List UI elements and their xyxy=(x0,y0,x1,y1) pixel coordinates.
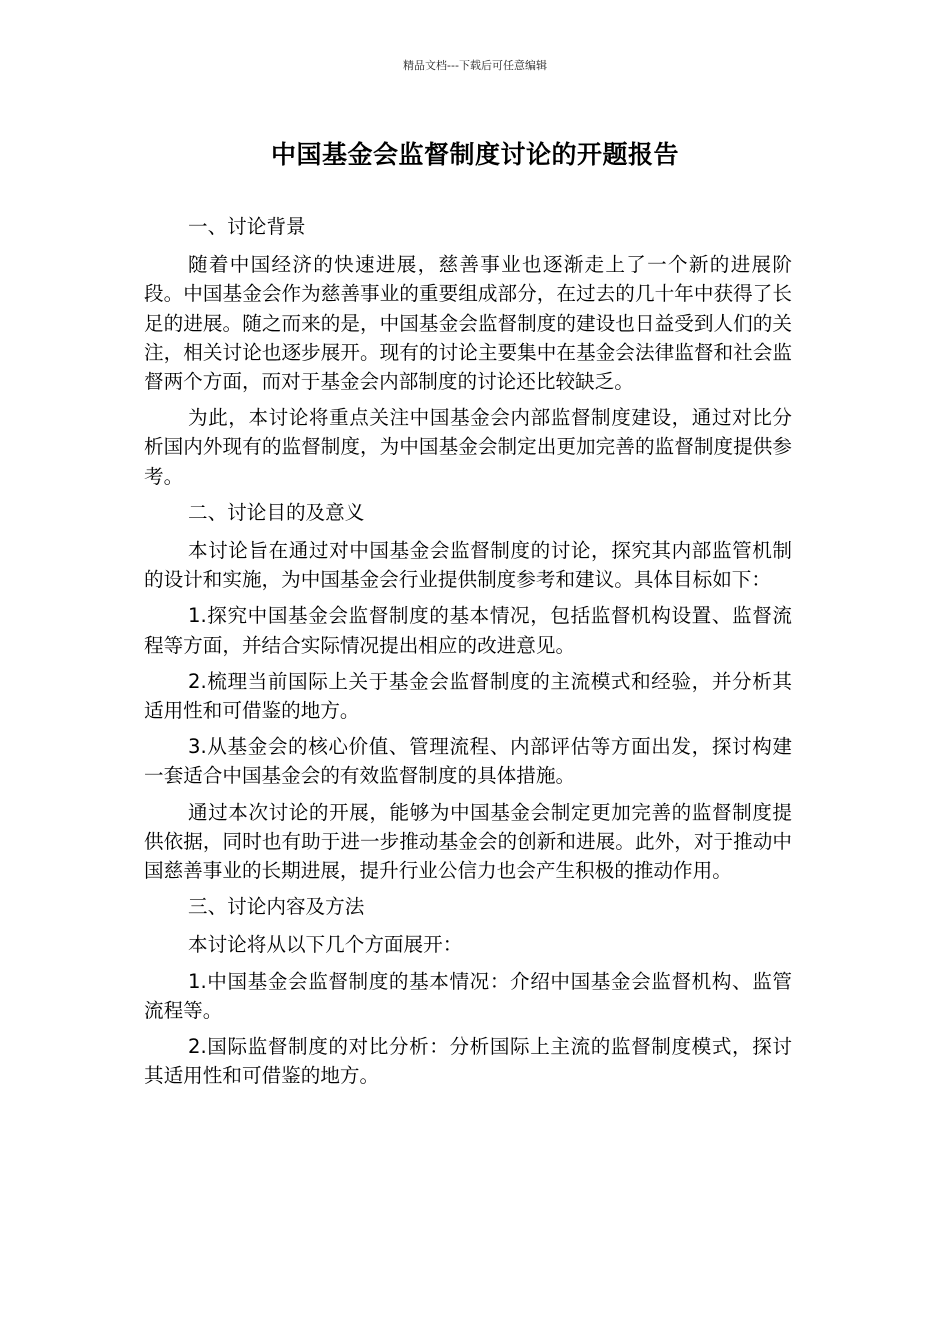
section-heading-content-methods: 三、讨论内容及方法 xyxy=(188,895,365,919)
paragraph-background-2: 为此，本讨论将重点关注中国基金会内部监督制度建设，通过对比分析国内外现有的监督制度，为中国基金会制定出更加完善的监督制度提供参考。 xyxy=(144,406,792,488)
list-item-purpose-3: 3.从基金会的核心价值、管理流程、内部评估等方面出发，探讨构建一套适合中国基金会的有效监督制度的具体措施。 xyxy=(144,735,792,788)
paragraph-purpose-intro: 本讨论旨在通过对中国基金会监督制度的讨论，探究其内部监管机制的设计和实施，为中国基金会行业提供制度参考和建议。具体目标如下： xyxy=(144,539,792,592)
paragraph-background-1: 随着中国经济的快速进展，慈善事业也逐渐走上了一个新的进展阶段。中国基金会作为慈善事业的重要组成部分，在过去的几十年中获得了长足的进展。随之而来的是，中国基金会监督制度的建设也日益受到人们的关注，相关讨论也逐步展开。现有的讨论主要集中在基金会法律监督和社会监督两个方面，而对于基金会内部制度的讨论还比较缺乏。 xyxy=(144,253,792,394)
section-heading-purpose: 二、讨论目的及意义 xyxy=(188,500,365,524)
paragraph-content-intro: 本讨论将从以下几个方面展开： xyxy=(188,933,463,957)
list-item-content-1: 1.中国基金会监督制度的基本情况：介绍中国基金会监督机构、监管流程等。 xyxy=(144,969,792,1022)
list-item-purpose-2: 2.梳理当前国际上关于基金会监督制度的主流模式和经验，并分析其适用性和可借鉴的地方。 xyxy=(144,669,792,723)
document-title: 中国基金会监督制度讨论的开题报告 xyxy=(270,140,679,169)
header-note: 精品文档---下载后可任意编辑 xyxy=(403,59,547,72)
section-heading-background: 一、讨论背景 xyxy=(188,215,306,238)
paragraph-significance: 通过本次讨论的开展，能够为中国基金会制定更加完善的监督制度提供依据，同时也有助于进一步推动基金会的创新和进展。此外，对于推动中国慈善事业的长期进展，提升行业公信力也会产生积极的推动作用。 xyxy=(144,800,792,883)
document-body xyxy=(144,212,792,1097)
list-item-purpose-1: 1.探究中国基金会监督制度的基本情况，包括监督机构设置、监督流程等方面，并结合实际情况提出相应的改进意见。 xyxy=(144,604,792,657)
list-item-content-2: 2.国际监督制度的对比分析：分析国际上主流的监督制度模式，探讨其适用性和可借鉴的地方。 xyxy=(144,1035,792,1088)
